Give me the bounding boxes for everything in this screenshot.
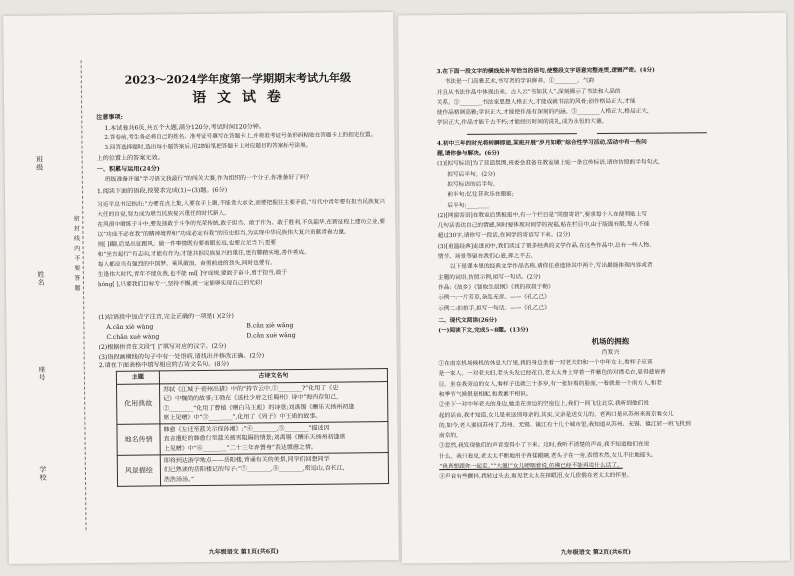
side-label-class: 班级 <box>35 155 44 172</box>
q3-line: 书法是一门高雅艺术,书写者的学识修养、①________、气韵 <box>444 78 595 86</box>
q3-line: 关系。②________书法家思想人格正大,才能成就书法的风骨;创作格局正大,才能 <box>436 98 636 106</box>
passage-para-1: 习近平总书记指出:“力要在点上集,人要在手上聚,不能贪大求全,而要把握住主要矛盾,“当代中青年要有担当民族复兴大任的自觉,努力成为堪当民族复兴重任的时代新人。 <box>97 199 386 219</box>
q4-3-line: 主题的词语,仿照示例,拟写一句话。(2分) <box>437 274 541 281</box>
question-1-passage <box>97 197 388 290</box>
poem-table <box>116 368 389 487</box>
row-line: 上见赠》中“⑥________”二十三年弃置身”表达愤懑之情。 <box>163 443 317 453</box>
row-line: 苏轼《江城子·密州出猎》中的“持节云中,①________?”化用了《史 <box>163 384 339 394</box>
passage-para-6: 生逢伟大时代,青年不能负我,也不能 mǐ[ ]守成规,要敢于奋斗,勇于担当,敢于 <box>97 270 288 279</box>
row-line: 席上见赠》中“③________”,化用了《列子》中王质的故事。 <box>163 412 322 422</box>
essay-para: ①在南京机场候机的休息大厅里,我的身边坐着一对老夫妇和一个中年女士,看样子应该 <box>438 359 653 368</box>
exam-page-2 <box>398 13 790 564</box>
essay-para: “我真想跟你一起走。”“大傻!”女儿哽咽着说,仿佛已经不能再说什么话了。 <box>439 462 623 471</box>
seal-line-warning: 密 封 线 内 不 要 答 题 <box>72 215 81 292</box>
q4-3-line: 以下是课本里的经典文学作品名称,请你任意选择其中两个,写出最能体现内容或者 <box>449 262 653 271</box>
essay-para: ④声音有些颤抖,我转过头去,看见老太太在抹眼泪,女儿依偎在老太太的怀里。 <box>439 473 633 481</box>
passage-para-3: 则[ ]ǐ腳,后是出征跟风。做一件事情既有要着眼长远,也要立足当下;更要 <box>97 240 277 249</box>
q4-2: (2)[网窗寄语]在教室后黑板报中,有一个栏目是“同窗寄语”,要求每个人在便利贴上写 <box>437 211 648 219</box>
page-footer: 九年级语文 第1页(共6页) <box>208 548 279 556</box>
passage-para-4: 和“坐言起行”有志向,才能有作为;才能共担民族复兴的重任,更有脚踏实地,善作善成。 <box>97 249 310 259</box>
option-b: B.cǎn xiè wǎng <box>246 322 294 330</box>
row-content <box>160 422 388 455</box>
essay-para: ③忽然,我发现他们的声音变得小了下来。这时,我听不清楚的声音,我不知道他们在说 <box>439 442 650 450</box>
exam-title: 2023～2024学年度第一学期期末考试九年级 <box>124 71 351 87</box>
question-2: 2.请在下面表格中填写相应的古诗文名句。(8分) <box>98 360 230 370</box>
table-row <box>117 422 388 456</box>
q3-line: 并且从书法作品中体现出来。古人云“书如其人”,深刻揭示了书法和人品的 <box>436 88 621 96</box>
row-line: 浩浩汤汤。” <box>163 475 195 484</box>
section-2-heading: 二、现代文阅读(26分) <box>438 317 498 324</box>
option-a: A.cǎn xiè wàng <box>106 323 154 331</box>
q4-3-works: 作品:《故乡》《智取生辰纲》《我的叔叔于勒》 <box>437 284 554 292</box>
essay-para: 什么。我只看见,老太太不断地用手背揉眼睛,老头子在一旁,表情木然,女儿不住地摇头。 <box>439 452 657 460</box>
notice-heading: 注意事项: <box>96 113 123 122</box>
seal-line <box>81 60 87 530</box>
exam-page-1 <box>3 12 399 564</box>
side-label-seat: 座号 <box>37 365 46 382</box>
q4-1-line: 拟写后半句。(2分) <box>447 171 496 178</box>
passage-para-7: hóng[ ],只要我们目标专一,坚持不懈,就一定能够实现自己的光彩! <box>97 280 263 289</box>
side-label-name: 姓名 <box>36 270 45 287</box>
passage-para-5: 每人都应当有强烈的中国梦、乘风破浪、奋勇前进的劲头,同时也要有。 <box>97 260 276 269</box>
passage-para-2: 在风雨中磨练于斗中,要发扬敢于斗争的光荣传统,敢于担当、敢于作为、敢于胜利,不负韶华,在新征程上建功立业,要以“功成不必在我”的精神境界和“功成必定有我”的历史担当,为实现中华民族伟大复兴贡献青春力量。 <box>97 219 386 239</box>
row-line: 记》中魏尚的故事;王勃在《送杜少府之任蜀州》诗中“海内存知己, <box>163 393 339 403</box>
notice-4: 上的位置上的答案无效。 <box>96 154 164 163</box>
table-row <box>117 382 388 425</box>
notice-1: 1.本试卷共6页,共五个大题,满分120分,考试时间120分钟。 <box>104 123 265 133</box>
row-line: 韩愈《左迁至蓝关示侄孙湘》:“④________,⑤________”描述因 <box>163 424 330 434</box>
page-2-body <box>436 65 783 483</box>
essay-title: 机场的拥抱 <box>591 337 630 347</box>
subsection-1: (一)阅读下文,完成5~8题。(13分) <box>438 327 529 335</box>
table-header-poem: 古诗文名句 <box>159 369 387 384</box>
row-line: 即将到达游学地点——岳阳楼,背诵有关的美景,同学们回想同学 <box>163 455 330 465</box>
side-label-school: 学校 <box>38 465 48 482</box>
section-1-intro: 班级准备开展“学习语文我最行”的闯关大赛,作为组织的一个分子,你准备好了吗? <box>104 174 309 184</box>
row-topic: 地名传情 <box>117 424 160 455</box>
row-topic: 化用典故 <box>117 384 160 425</box>
page-footer: 九年级语文 第2页(共6页) <box>560 548 631 557</box>
q3-line: 使作品格调高雅;学识正大,才能使作品有深刻的内涵。③________人格正大,格局正大, <box>436 108 649 117</box>
notice-3: 3.回答选择题时,选出每小题答案后,用2B铅笔把答题卡上对应题目的答案标号涂黑。 <box>104 142 312 152</box>
table-row <box>117 453 388 487</box>
essay-para: ②坐下一对中年老夫的身边,她坐在旁边的空座位上,我们一同飞往北京,我听到他们说 <box>438 400 650 409</box>
q4-1-back-input[interactable]: 后半句:________ <box>447 202 490 209</box>
essay-author: 肖复兴 <box>601 348 620 356</box>
table-header-topic: 主题 <box>116 371 159 384</box>
exam-subtitle: 语 文 试 卷 <box>192 89 284 107</box>
q4-3-example-2: 示例二:拍拍手,拟写一句话。——《孔乙己》 <box>438 304 550 312</box>
notice-2: 2.答卷前,考生务必将自己的姓名、准考证号填写在答题卡上,并将准考证号条形码粘贴在答题卡上的指定位置。 <box>104 132 377 142</box>
q3-line: 学识正大,作品才能千古不朽;才能经历时间的洗礼,成为永恒的大德。 <box>436 119 608 127</box>
option-c: C.chān xuè wàng <box>106 333 160 341</box>
essay-para: 起的话音,我才知道,女儿是来送别母亲的,其实,父亲是送女儿的。老两口是从苏州来南京看女儿 <box>438 410 674 419</box>
q4-1: (1)[拟写标语]为了营造氛围,班委会准备在教室墙上贴一条宣传标语,请你仿照前半句句式, <box>437 159 660 168</box>
question-1-3: (3)语段画横线的句子中有一处语病,请找出并修改正确。(2分) <box>98 352 265 362</box>
q4-3-line: 情节、场景等留在我们心底,挥之不去。 <box>437 253 537 261</box>
essay-para: 目。坐在我旁边的女人,看样子也就三十多岁,有一张好看的脸庞,一看就是一个南方人,和老 <box>438 380 663 388</box>
section-1-heading: 一、积累与运用(24分) <box>96 165 160 174</box>
row-topic: 风景描绘 <box>117 455 160 486</box>
q4-1-line: 拟写标语的后半句。 <box>447 181 499 188</box>
question-1-1: (1)给语段中加点字注音,完全正确的一项是( )(2分) <box>98 312 234 322</box>
question-1-2: (2)根据拼音在文段“[ ]”填写对应的汉字。(2分) <box>98 342 227 352</box>
row-line: 们已熟读的岳阳楼记的句子:“⑦________,⑧________,衔远山,吞长江, <box>163 464 345 474</box>
question-1: 1.阅读下面的语段,按要求完成(1)~(3)题。(6分) <box>96 186 228 196</box>
q4-2-line: 超过30字,请你写一段话,在同学的寄语写下来。(2分) <box>437 232 571 240</box>
question-3: 3.在下面一段文字的横线处补写恰当的语句,使整段文字语意完整连贯,逻辑严密。(4分) <box>436 67 655 76</box>
question-4: 4.初中三年的时光将转瞬即逝,某班开展“岁月如歌”综合性学习活动,活动中有一些问 <box>436 139 647 147</box>
row-content <box>160 453 388 486</box>
question-4-cont: 题,请你参与解决。(6分) <box>437 150 500 158</box>
essay-para: 南京的, <box>439 433 458 440</box>
q4-2-line: 几句话表达自己的情感,同时要体现对同学的祝福,贴在栏目中,由于版面有限,每人不能 <box>437 221 650 230</box>
essay-para: 的,如今,老人要回苏州了,苏州、无锡、镇江有十几个城市里,我知道从苏州、无锡、镇江转一班飞机到 <box>438 421 691 429</box>
row-line: ②________”化用了曹植《赠白马王彪》的诗意;刘禹锡《酬乐天扬州初逢 <box>163 402 355 412</box>
q4-1-front: 前半句:忆往昔欢乐在眼前; <box>447 191 514 199</box>
row-content <box>160 382 388 425</box>
q4-3-example-1: 示例一:一片芳草,杂乱无章。——《孔乙己》 <box>438 294 550 302</box>
row-line: 直言遭贬的韩愈行至蓝关被雪阻隔的情景;刘禹锡《酬乐天扬州初逢席 <box>163 433 346 443</box>
option-d: D.cǎn xuè wǎng <box>246 332 296 340</box>
essay-para: 和季节气候很是相配,和我素不相识。 <box>438 391 532 398</box>
essay-para: 是一家人。一对老夫妇,老头头发已经花白,老太太身上穿着一件紫色的对襟毛衣,显得慈眉善 <box>438 369 666 378</box>
q4-3: (3)[重温经典]走进初中,我们读过了很多经典的文学作品,在这些作品中,总有一些人物、 <box>437 242 655 250</box>
